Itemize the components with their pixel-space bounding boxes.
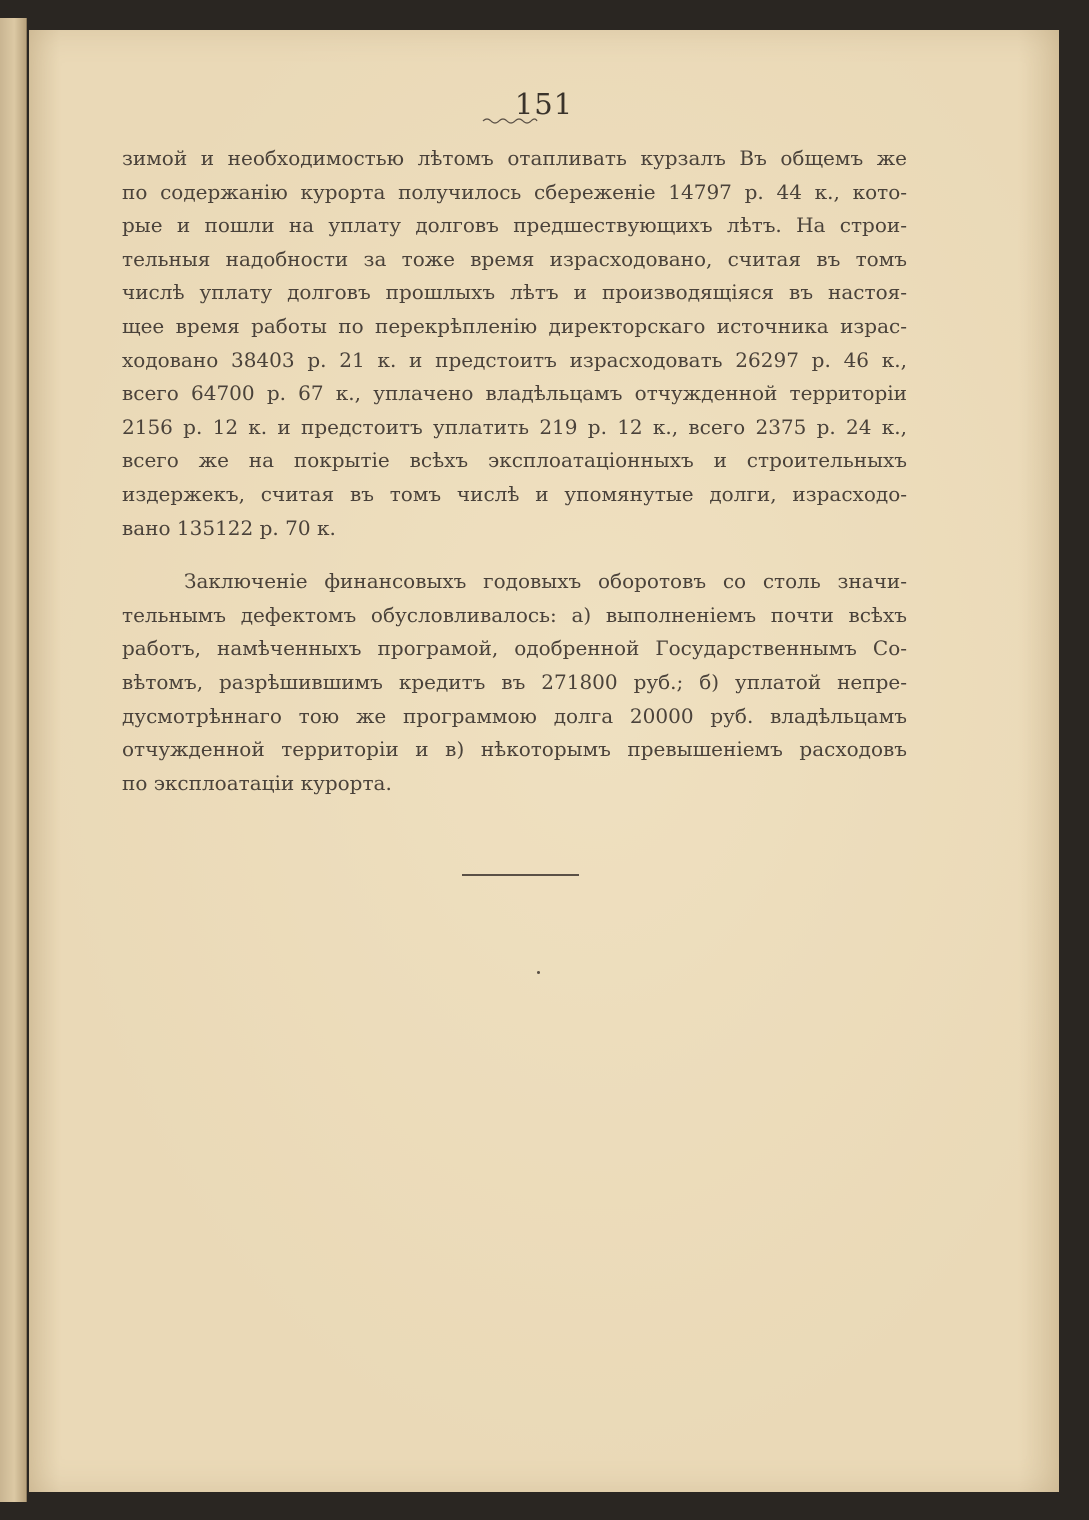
text-line: тельныя надобности за тоже время израсходовано, считая въ томъ [122,246,907,271]
body-text [122,142,907,800]
text-line: издержекъ, считая въ томъ числѣ и упомянутые долги, израсходо- [122,481,907,506]
text-line: вано 135122 р. 70 к. [122,515,336,540]
text-line: числѣ уплату долговъ прошлыхъ лѣтъ и производящіяся въ настоя- [122,280,907,305]
text-line: вѣтомъ, разрѣшившимъ кредитъ въ 271800 руб.; б) уплатой непре- [122,669,907,694]
text-line: всего же на покрытіе всѣхъ эксплоатаціонныхъ и строительныхъ [122,448,907,473]
text-line: Заключеніе финансовыхъ годовыхъ оборотовъ со столь значи- [184,569,907,594]
page-number: 151 [514,87,574,121]
text-line: всего 64700 р. 67 к., уплачено владѣльцамъ отчужденной территоріи [122,381,907,406]
text-line: зимой и необходимостью лѣтомъ отапливать курзалъ Въ общемъ же [122,146,907,170]
text-line: работъ, намѣченныхъ програмой, одобренной Государственнымъ Со- [122,636,907,661]
text-line: ходовано 38403 р. 21 к. и предстоитъ израсходовать 26297 р. 46 к., [122,347,907,372]
text-line: рые и пошли на уплату долговъ предшествующихъ лѣтъ. На строи- [122,213,907,238]
text-line: тельнымъ дефектомъ обусловливалось: а) выполненіемъ почти всѣхъ [122,602,907,627]
adjacent-page-edge [0,18,27,1502]
text-line: по эксплоатаціи курорта. [122,770,392,795]
text-line: отчужденной территоріи и в) нѣкоторымъ превышеніемъ расходовъ [122,737,907,762]
section-divider [462,874,579,876]
paragraph-conclusion [122,565,907,800]
text-line: дусмотрѣннаго тою же программою долга 20000 руб. владѣльцамъ [122,703,907,728]
paragraph-expenses [122,142,907,545]
text-line: по содержанію курорта получилось сбереженіе 14797 р. 44 к., кото- [122,179,907,204]
book-page [29,30,1059,1492]
paper-speck [537,971,540,974]
text-line: 2156 р. 12 к. и предстоитъ уплатить 219 р. 12 к., всего 2375 р. 24 к., [122,414,907,439]
text-line: щее время работы по перекрѣпленію директорскаго источника израс- [122,313,907,338]
page-number-ornament [481,115,539,125]
